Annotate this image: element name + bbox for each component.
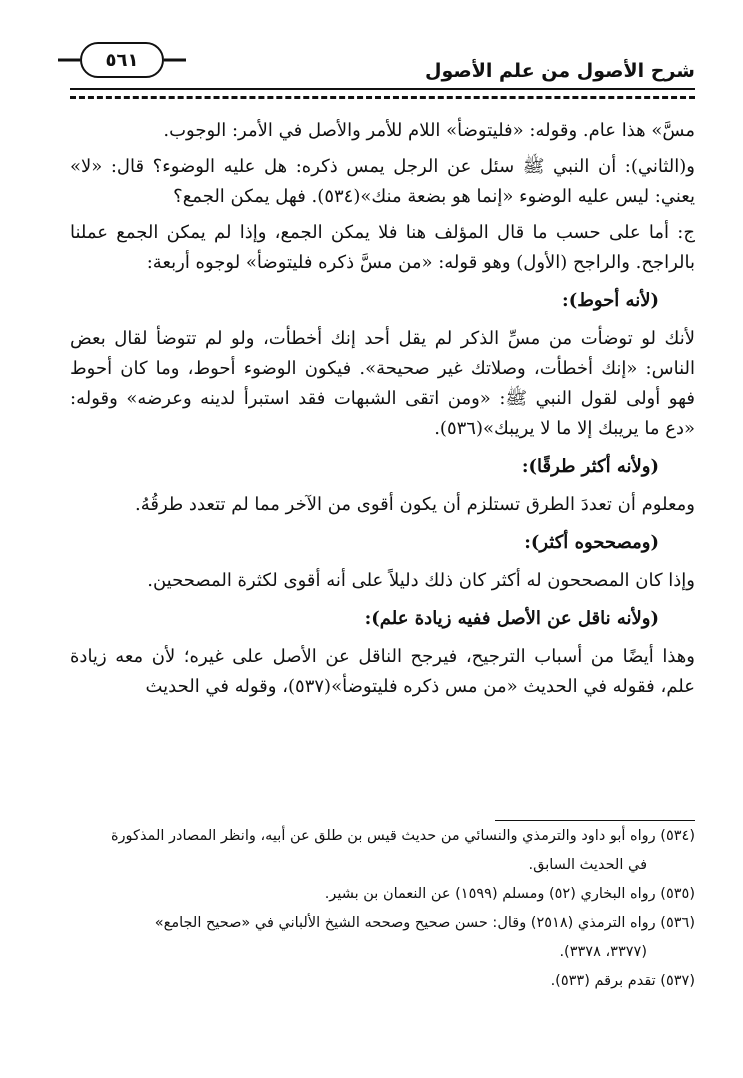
heading-more-authenticators: (ومصححوه أكثر): <box>524 532 659 553</box>
footnote-537: (٥٣٧) تقدم برقم (٥٣٣). <box>550 973 695 989</box>
paragraph-7: وهذا أيضًا من أسباب الترجيح، فيرجح الناقل عن الأصل على غيره؛ لأن معه زيادة علم، فقوله في الحديث «من مس ذكره فليتوضأ»(٥٣٧)، وقوله في الحديث <box>70 646 695 697</box>
main-text <box>70 116 695 708</box>
footnote-536-continued: (٣٣٧٧، ٣٣٧٨). <box>559 944 647 960</box>
paragraph-6: وإذا كان المصححون له أكثر كان ذلك دليلاً على أنه أقوى لكثرة المصححين. <box>147 570 695 591</box>
paragraph-1: مسَّ» هذا عام. وقوله: «فليتوضأ» اللام للأمر والأصل في الأمر: الوجوب. <box>163 120 695 141</box>
footnote-divider <box>495 820 695 821</box>
paragraph-5: ومعلوم أن تعددَ الطرق تستلزم أن يكون أقوى من الآخر مما لم تتعدد طرقُهُ. <box>134 494 695 515</box>
heading-transmitter: (ولأنه ناقل عن الأصل ففيه زيادة علم): <box>364 608 659 629</box>
header-divider <box>70 88 695 99</box>
footnote-534: (٥٣٤) رواه أبو داود والترمذي والنسائي من حديث قيس بن طلق عن أبيه، وانظر المصادر المذكورة <box>110 828 695 844</box>
page-number: ٥٦١ <box>80 42 164 78</box>
footnote-536: (٥٣٦) رواه الترمذي (٢٥١٨) وقال: حسن صحيح وصححه الشيخ الألباني في «صحيح الجامع» <box>154 915 695 931</box>
page-header <box>70 40 695 90</box>
paragraph-2: و(الثاني): أن النبي ﷺ سئل عن الرجل يمس ذكره: هل عليه الوضوء؟ قال: «لا» يعني: ليس عليه الوضوء «إنما هو بضعة منك»(٥٣٤). فهل يمكن الجمع؟ <box>70 156 695 207</box>
paragraph-3: ج: أما على حسب ما قال المؤلف هنا فلا يمكن الجمع، وإذا لم يمكن الجمع عملنا بالراجح. والراجح (الأول) وهو قوله: «من مسَّ ذكره فليتوضأ» لوجوه أربعة: <box>70 222 695 273</box>
book-title: شرح الأصول من علم الأصول <box>425 60 695 82</box>
footnotes <box>70 824 695 998</box>
footnote-534-continued: في الحديث السابق. <box>528 857 647 873</box>
heading-more-cautious: (لأنه أحوط): <box>562 290 659 311</box>
paragraph-4: لأنك لو توضأت من مسِّ الذكر لم يقل أحد إنك أخطأت، ولو لم تتوضأ لقال بعض الناس: «إنك أخطأت، وصلاتك غير صحيحة». فيكون الوضوء أحوط، وما كان أحوط فهو أولى لقول النبي ﷺ: «ومن اتقى الشبهات فقد استبرأ لدينه وعرضه» وقوله: «دع ما يريبك إلا ما لا يريبك»(٥٣٦). <box>70 328 695 439</box>
heading-more-chains: (ولأنه أكثر طرقًا): <box>521 456 659 477</box>
footnote-535: (٥٣٥) رواه البخاري (٥٢) ومسلم (١٥٩٩) عن النعمان بن بشير. <box>324 886 695 902</box>
